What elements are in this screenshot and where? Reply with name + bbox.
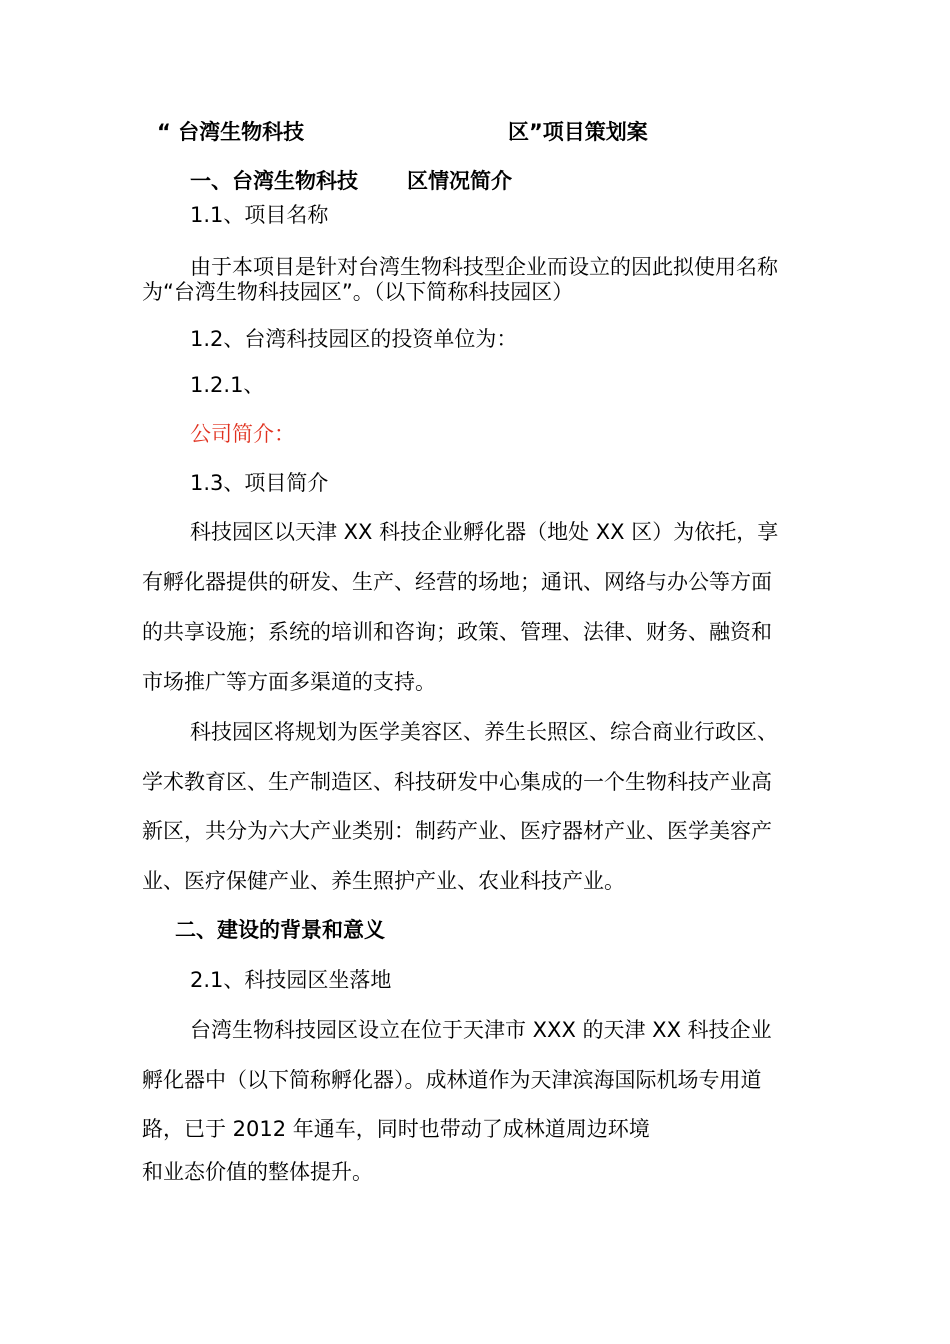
heading-1-right: 区情况简介 — [407, 169, 512, 193]
paragraph-2-line-2: 有孵化器提供的研发、生产、经营的场地；通讯、网络与办公等方面 — [142, 570, 772, 594]
title-right: 区”项目策划案 — [508, 120, 648, 144]
paragraph-3-line-4: 业、医疗保健产业、养生照护产业、农业科技产业。 — [142, 869, 625, 893]
paragraph-1-line-1: 由于本项目是针对台湾生物科技型企业而设立的因此拟使用名称 — [190, 255, 778, 279]
paragraph-3-line-2: 学术教育区、生产制造区、科技研发中心集成的一个生物科技产业高 — [142, 770, 772, 794]
paragraph-2-line-1: 科技园区以天津 XX 科技企业孵化器（地处 XX 区）为依托，享 — [190, 520, 779, 544]
paragraph-4-line-3: 路，已于 2012 年通车，同时也带动了成林道周边环境 — [142, 1117, 650, 1141]
section-1-2-1: 1.2.1、 — [190, 373, 265, 397]
paragraph-1-line-2: 为“台湾生物科技园区”。（以下简称科技园区） — [142, 280, 574, 304]
section-1-3: 1.3、项目简介 — [190, 471, 329, 495]
paragraph-3-line-3: 新区，共分为六大产业类别：制药产业、医疗器材产业、医学美容产 — [142, 819, 772, 843]
section-1-2: 1.2、台湾科技园区的投资单位为： — [190, 327, 518, 351]
heading-2: 二、建设的背景和意义 — [175, 918, 385, 942]
company-intro-label: 公司简介： — [190, 422, 295, 446]
paragraph-3-line-1: 科技园区将规划为医学美容区、养生长照区、综合商业行政区、 — [190, 720, 778, 744]
paragraph-4-line-1: 台湾生物科技园区设立在位于天津市 XXX 的天津 XX 科技企业 — [190, 1018, 772, 1042]
title-left: “ 台湾生物科技 — [157, 120, 305, 144]
paragraph-4-line-2: 孵化器中（以下简称孵化器）。成林道作为天津滨海国际机场专用道 — [142, 1068, 762, 1092]
heading-1-left: 一、台湾生物科技 — [190, 169, 358, 193]
paragraph-4-line-4: 和业态价值的整体提升。 — [142, 1160, 373, 1184]
section-1-1: 1.1、项目名称 — [190, 203, 329, 227]
paragraph-2-line-4: 市场推广等方面多渠道的支持。 — [142, 670, 436, 694]
section-2-1: 2.1、科技园区坐落地 — [190, 968, 392, 992]
paragraph-2-line-3: 的共享设施；系统的培训和咨询；政策、管理、法律、财务、融资和 — [142, 620, 772, 644]
